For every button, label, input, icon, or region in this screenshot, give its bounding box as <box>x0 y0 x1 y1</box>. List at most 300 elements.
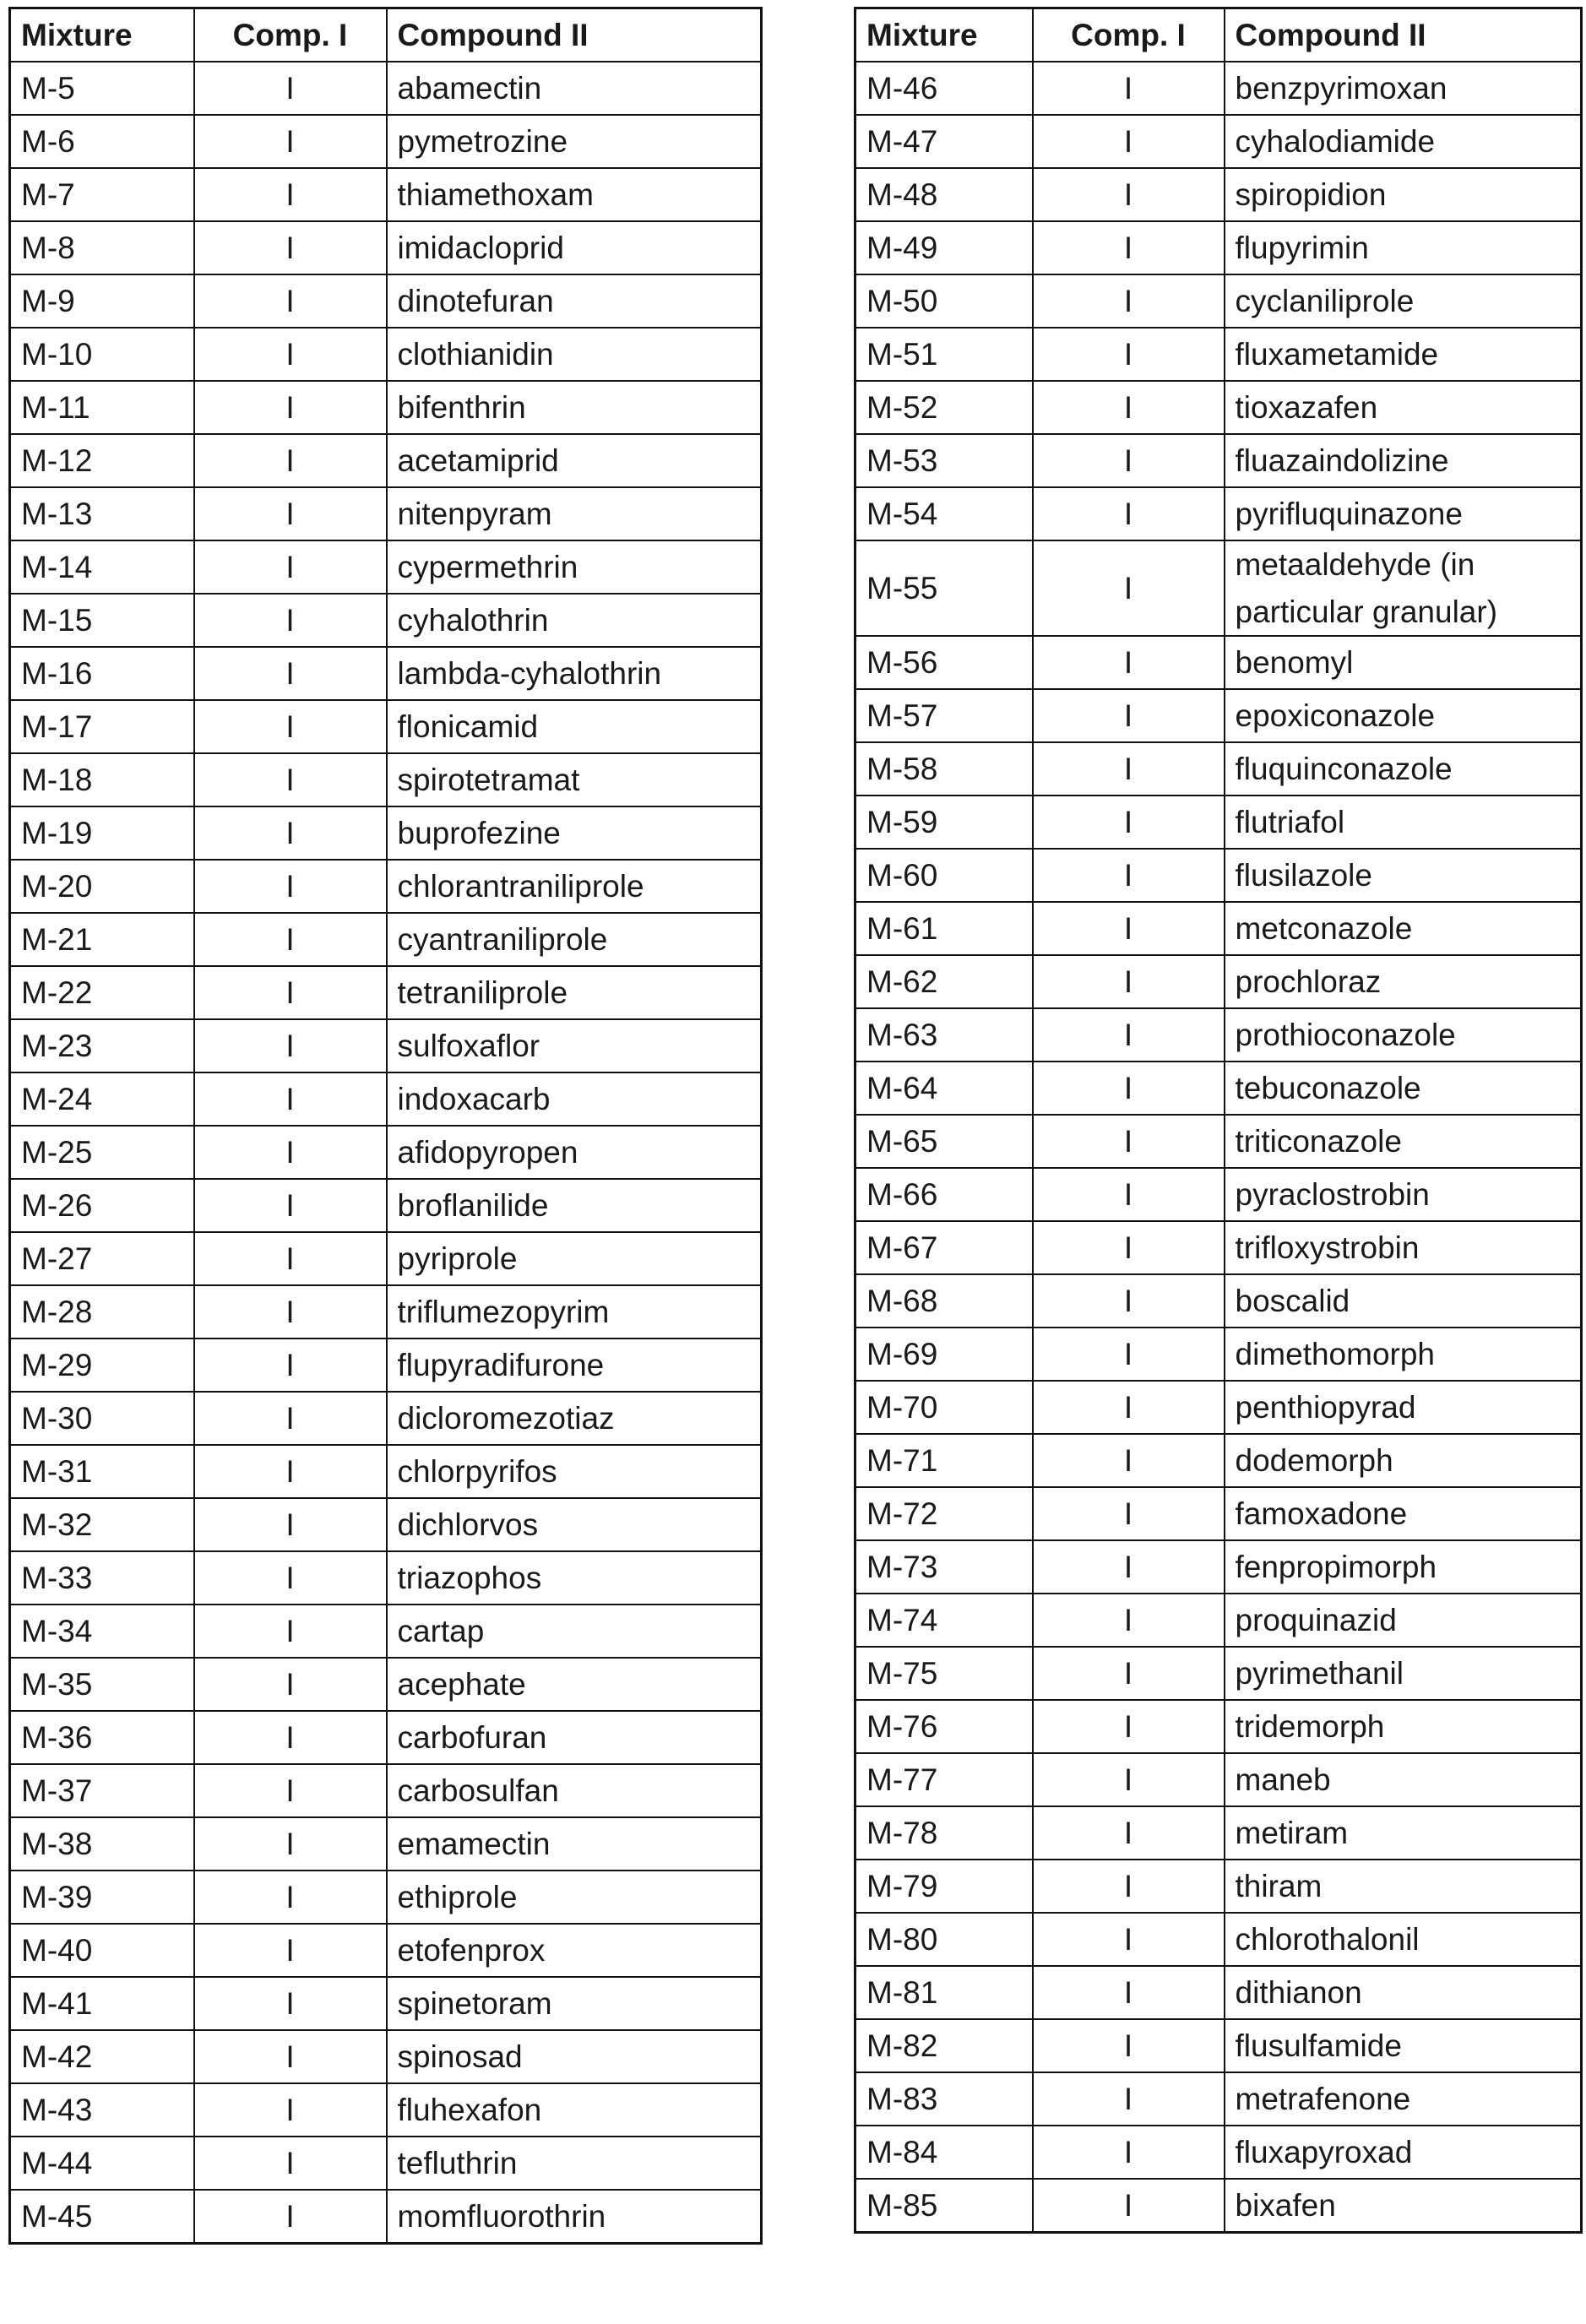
compound-ii-cell: proquinazid <box>1225 1594 1582 1647</box>
mixture-cell: M-53 <box>855 434 1033 487</box>
compound-ii-cell: triticonazole <box>1225 1115 1582 1168</box>
table-row <box>10 1764 762 1817</box>
mixture-cell: M-55 <box>855 540 1033 636</box>
mixture-cell: M-81 <box>855 1966 1033 2019</box>
header-row <box>855 8 1582 62</box>
compound-ii-cell: metrafenone <box>1225 2072 1582 2126</box>
comp-i-cell: I <box>1033 1008 1225 1062</box>
table-row <box>855 1806 1582 1860</box>
table-row <box>10 328 762 381</box>
comp-i-cell: I <box>1033 328 1225 381</box>
comp-i-cell: I <box>194 328 387 381</box>
compound-ii-cell: flupyradifurone <box>387 1338 762 1392</box>
comp-i-cell: I <box>194 115 387 168</box>
mixture-cell: M-51 <box>855 328 1033 381</box>
table-row <box>10 1445 762 1498</box>
table-row <box>10 594 762 647</box>
comp-i-cell: I <box>194 540 387 594</box>
mixture-cell: M-35 <box>10 1658 194 1711</box>
table-row <box>855 115 1582 168</box>
table-row <box>855 1381 1582 1434</box>
table-row <box>10 2190 762 2244</box>
compound-ii-cell: spirotetramat <box>387 753 762 806</box>
mixture-cell: M-41 <box>10 1977 194 2030</box>
compound-ii-cell: dithianon <box>1225 1966 1582 2019</box>
mixture-cell: M-26 <box>10 1179 194 1232</box>
compound-ii-cell: flusilazole <box>1225 849 1582 902</box>
table-row <box>855 1860 1582 1913</box>
mixture-cell: M-46 <box>855 62 1033 115</box>
compound-ii-cell: prothioconazole <box>1225 1008 1582 1062</box>
comp-i-cell: I <box>194 1871 387 1924</box>
comp-i-cell: I <box>1033 540 1225 636</box>
mixture-cell: M-52 <box>855 381 1033 434</box>
table-row <box>855 1328 1582 1381</box>
mixture-table-right <box>854 7 1583 2234</box>
table-row <box>855 1647 1582 1700</box>
mixture-cell: M-63 <box>855 1008 1033 1062</box>
comp-i-cell: I <box>194 1445 387 1498</box>
table-row <box>855 1221 1582 1274</box>
compound-ii-cell: thiram <box>1225 1860 1582 1913</box>
table-row <box>855 62 1582 115</box>
table-row <box>10 1498 762 1551</box>
mixture-cell: M-10 <box>10 328 194 381</box>
comp-i-cell: I <box>1033 1168 1225 1221</box>
table-row <box>855 328 1582 381</box>
compound-ii-cell: flonicamid <box>387 700 762 753</box>
table-row <box>10 753 762 806</box>
table-row <box>10 381 762 434</box>
comp-i-cell: I <box>194 700 387 753</box>
table-row <box>855 434 1582 487</box>
comp-i-cell: I <box>194 62 387 115</box>
compound-ii-cell: afidopyropen <box>387 1126 762 1179</box>
compound-ii-cell: fluxametamide <box>1225 328 1582 381</box>
comp-i-cell: I <box>1033 1487 1225 1540</box>
mixture-cell: M-30 <box>10 1392 194 1445</box>
compound-ii-cell: metconazole <box>1225 902 1582 955</box>
table-row <box>10 913 762 966</box>
comp-i-cell: I <box>194 434 387 487</box>
mixture-cell: M-44 <box>10 2137 194 2190</box>
table-row <box>855 1168 1582 1221</box>
compound-ii-cell: carbofuran <box>387 1711 762 1764</box>
mixture-cell: M-42 <box>10 2030 194 2083</box>
compound-ii-cell: dicloromezotiaz <box>387 1392 762 1445</box>
mixture-cell: M-29 <box>10 1338 194 1392</box>
header-mixture: Mixture <box>855 8 1033 62</box>
mixture-cell: M-31 <box>10 1445 194 1498</box>
comp-i-cell: I <box>1033 62 1225 115</box>
table-row <box>10 1977 762 2030</box>
compound-ii-cell: dinotefuran <box>387 274 762 328</box>
table-row <box>10 1817 762 1871</box>
mixture-cell: M-47 <box>855 115 1033 168</box>
comp-i-cell: I <box>1033 795 1225 849</box>
mixture-cell: M-59 <box>855 795 1033 849</box>
mixture-cell: M-33 <box>10 1551 194 1605</box>
compound-ii-cell: prochloraz <box>1225 955 1582 1008</box>
comp-i-cell: I <box>194 1658 387 1711</box>
comp-i-cell: I <box>194 2190 387 2244</box>
compound-ii-cell: spiropidion <box>1225 168 1582 221</box>
mixture-cell: M-78 <box>855 1806 1033 1860</box>
table-row <box>10 168 762 221</box>
header-comp-i: Comp. I <box>194 8 387 62</box>
table-row <box>10 1019 762 1072</box>
table-row <box>10 700 762 753</box>
mixture-cell: M-13 <box>10 487 194 540</box>
comp-i-cell: I <box>194 381 387 434</box>
comp-i-cell: I <box>1033 689 1225 742</box>
comp-i-cell: I <box>1033 168 1225 221</box>
mixture-cell: M-15 <box>10 594 194 647</box>
comp-i-cell: I <box>194 1924 387 1977</box>
compound-ii-cell: triflumezopyrim <box>387 1285 762 1338</box>
mixture-cell: M-75 <box>855 1647 1033 1700</box>
comp-i-cell: I <box>194 2030 387 2083</box>
mixture-cell: M-49 <box>855 221 1033 274</box>
comp-i-cell: I <box>1033 1700 1225 1753</box>
table-row <box>10 115 762 168</box>
mixture-cell: M-73 <box>855 1540 1033 1594</box>
comp-i-cell: I <box>1033 1860 1225 1913</box>
compound-ii-cell: fenpropimorph <box>1225 1540 1582 1594</box>
comp-i-cell: I <box>194 1711 387 1764</box>
compound-ii-cell: benomyl <box>1225 636 1582 689</box>
mixture-cell: M-6 <box>10 115 194 168</box>
mixture-cell: M-72 <box>855 1487 1033 1540</box>
table-row <box>10 540 762 594</box>
table-row <box>10 434 762 487</box>
table-row <box>855 2019 1582 2072</box>
comp-i-cell: I <box>194 1126 387 1179</box>
compound-ii-cell: dimethomorph <box>1225 1328 1582 1381</box>
table-row <box>855 1700 1582 1753</box>
mixture-cell: M-18 <box>10 753 194 806</box>
compound-ii-cell: dichlorvos <box>387 1498 762 1551</box>
mixture-cell: M-16 <box>10 647 194 700</box>
mixture-cell: M-61 <box>855 902 1033 955</box>
compound-ii-cell: pyriprole <box>387 1232 762 1285</box>
comp-i-cell: I <box>194 1605 387 1658</box>
table-row <box>855 381 1582 434</box>
compound-ii-cell: nitenpyram <box>387 487 762 540</box>
table-row <box>10 2030 762 2083</box>
compound-ii-cell: trifloxystrobin <box>1225 1221 1582 1274</box>
compound-ii-cell: broflanilide <box>387 1179 762 1232</box>
comp-i-cell: I <box>1033 1221 1225 1274</box>
comp-i-cell: I <box>1033 1913 1225 1966</box>
mixture-cell: M-28 <box>10 1285 194 1338</box>
mixture-cell: M-12 <box>10 434 194 487</box>
table-row <box>10 221 762 274</box>
mixture-cell: M-43 <box>10 2083 194 2137</box>
compound-ii-cell: triazophos <box>387 1551 762 1605</box>
comp-i-cell: I <box>194 487 387 540</box>
table-row <box>10 1179 762 1232</box>
mixture-cell: M-58 <box>855 742 1033 795</box>
compound-ii-cell: fluhexafon <box>387 2083 762 2137</box>
compound-ii-cell: cyhalodiamide <box>1225 115 1582 168</box>
table-row <box>10 1072 762 1126</box>
mixture-cell: M-5 <box>10 62 194 115</box>
comp-i-cell: I <box>194 966 387 1019</box>
table-row <box>10 62 762 115</box>
mixture-cell: M-85 <box>855 2179 1033 2233</box>
comp-i-cell: I <box>194 594 387 647</box>
comp-i-cell: I <box>194 1977 387 2030</box>
comp-i-cell: I <box>1033 1328 1225 1381</box>
table-row <box>10 1285 762 1338</box>
comp-i-cell: I <box>194 1285 387 1338</box>
mixture-cell: M-84 <box>855 2126 1033 2179</box>
comp-i-cell: I <box>1033 1062 1225 1115</box>
compound-ii-cell: indoxacarb <box>387 1072 762 1126</box>
compound-ii-cell: metaaldehyde (in particular granular) <box>1225 540 1582 636</box>
compound-ii-cell: momfluorothrin <box>387 2190 762 2244</box>
compound-ii-cell: spinosad <box>387 2030 762 2083</box>
compound-ii-cell: cartap <box>387 1605 762 1658</box>
mixture-cell: M-74 <box>855 1594 1033 1647</box>
mixture-cell: M-65 <box>855 1115 1033 1168</box>
comp-i-cell: I <box>1033 1540 1225 1594</box>
comp-i-cell: I <box>194 168 387 221</box>
comp-i-cell: I <box>1033 1806 1225 1860</box>
compound-ii-cell: chlorothalonil <box>1225 1913 1582 1966</box>
mixture-cell: M-32 <box>10 1498 194 1551</box>
table-row <box>10 860 762 913</box>
compound-ii-cell: cyantraniliprole <box>387 913 762 966</box>
compound-ii-cell: chlorpyrifos <box>387 1445 762 1498</box>
mixture-cell: M-39 <box>10 1871 194 1924</box>
table-row <box>855 955 1582 1008</box>
comp-i-cell: I <box>1033 115 1225 168</box>
mixture-cell: M-23 <box>10 1019 194 1072</box>
mixture-cell: M-11 <box>10 381 194 434</box>
table-row <box>855 168 1582 221</box>
comp-i-cell: I <box>194 913 387 966</box>
table-row <box>855 1274 1582 1328</box>
compound-ii-cell: fluxapyroxad <box>1225 2126 1582 2179</box>
compound-ii-cell: chlorantraniliprole <box>387 860 762 913</box>
table-body-left <box>10 62 762 2244</box>
compound-ii-cell: acetamiprid <box>387 434 762 487</box>
table-row <box>855 2072 1582 2126</box>
mixture-cell: M-45 <box>10 2190 194 2244</box>
compound-ii-cell: tebuconazole <box>1225 1062 1582 1115</box>
comp-i-cell: I <box>194 1817 387 1871</box>
compound-ii-cell: flupyrimin <box>1225 221 1582 274</box>
compound-ii-cell: tetraniliprole <box>387 966 762 1019</box>
compound-ii-cell: lambda-cyhalothrin <box>387 647 762 700</box>
compound-ii-cell: fluquinconazole <box>1225 742 1582 795</box>
compound-ii-cell: tioxazafen <box>1225 381 1582 434</box>
comp-i-cell: I <box>1033 1381 1225 1434</box>
comp-i-cell: I <box>194 1498 387 1551</box>
table-row <box>10 966 762 1019</box>
table-row <box>10 2083 762 2137</box>
compound-ii-cell: penthiopyrad <box>1225 1381 1582 1434</box>
table-row <box>855 540 1582 636</box>
comp-i-cell: I <box>1033 955 1225 1008</box>
table-row <box>855 1008 1582 1062</box>
mixture-cell: M-7 <box>10 168 194 221</box>
mixture-cell: M-57 <box>855 689 1033 742</box>
mixture-cell: M-66 <box>855 1168 1033 1221</box>
table-row <box>10 1392 762 1445</box>
table-row <box>855 487 1582 540</box>
table-row <box>855 274 1582 328</box>
comp-i-cell: I <box>194 2137 387 2190</box>
table-row <box>10 2137 762 2190</box>
comp-i-cell: I <box>194 1764 387 1817</box>
mixture-cell: M-40 <box>10 1924 194 1977</box>
table-row <box>855 1115 1582 1168</box>
header-compound-ii: Compound II <box>387 8 762 62</box>
comp-i-cell: I <box>1033 1115 1225 1168</box>
mixture-cell: M-69 <box>855 1328 1033 1381</box>
mixture-cell: M-9 <box>10 274 194 328</box>
comp-i-cell: I <box>194 1551 387 1605</box>
comp-i-cell: I <box>1033 487 1225 540</box>
mixture-cell: M-48 <box>855 168 1033 221</box>
mixture-cell: M-21 <box>10 913 194 966</box>
compound-ii-cell: carbosulfan <box>387 1764 762 1817</box>
comp-i-cell: I <box>194 1072 387 1126</box>
compound-ii-cell: abamectin <box>387 62 762 115</box>
compound-ii-cell: cypermethrin <box>387 540 762 594</box>
compound-ii-cell: ethiprole <box>387 1871 762 1924</box>
mixture-cell: M-76 <box>855 1700 1033 1753</box>
comp-i-cell: I <box>1033 2126 1225 2179</box>
table-row <box>855 221 1582 274</box>
table-row <box>855 1913 1582 1966</box>
mixture-cell: M-19 <box>10 806 194 860</box>
compound-ii-cell: cyhalothrin <box>387 594 762 647</box>
table-row <box>855 1434 1582 1487</box>
comp-i-cell: I <box>1033 1274 1225 1328</box>
table-row <box>10 1338 762 1392</box>
compound-ii-cell: dodemorph <box>1225 1434 1582 1487</box>
comp-i-cell: I <box>194 1338 387 1392</box>
mixture-cell: M-60 <box>855 849 1033 902</box>
mixture-cell: M-77 <box>855 1753 1033 1806</box>
header-mixture: Mixture <box>10 8 194 62</box>
comp-i-cell: I <box>1033 2072 1225 2126</box>
table-row <box>10 1871 762 1924</box>
compound-ii-cell: epoxiconazole <box>1225 689 1582 742</box>
table-row <box>10 1711 762 1764</box>
table-row <box>855 742 1582 795</box>
table-row <box>855 849 1582 902</box>
table-row <box>855 2126 1582 2179</box>
compound-ii-cell: buprofezine <box>387 806 762 860</box>
comp-i-cell: I <box>1033 2179 1225 2233</box>
mixture-cell: M-36 <box>10 1711 194 1764</box>
compound-ii-cell: tefluthrin <box>387 2137 762 2190</box>
table-row <box>10 647 762 700</box>
table-row <box>855 1540 1582 1594</box>
table-row <box>855 1594 1582 1647</box>
compound-ii-cell: acephate <box>387 1658 762 1711</box>
comp-i-cell: I <box>1033 636 1225 689</box>
table-row <box>10 487 762 540</box>
comp-i-cell: I <box>1033 742 1225 795</box>
mixture-cell: M-83 <box>855 2072 1033 2126</box>
mixture-cell: M-67 <box>855 1221 1033 1274</box>
mixture-cell: M-22 <box>10 966 194 1019</box>
compound-ii-cell: sulfoxaflor <box>387 1019 762 1072</box>
table-row <box>10 1232 762 1285</box>
table-row <box>855 1753 1582 1806</box>
table-row <box>10 1658 762 1711</box>
comp-i-cell: I <box>1033 1753 1225 1806</box>
comp-i-cell: I <box>1033 1594 1225 1647</box>
table-row <box>10 1126 762 1179</box>
mixture-cell: M-64 <box>855 1062 1033 1115</box>
mixture-cell: M-50 <box>855 274 1033 328</box>
mixture-cell: M-14 <box>10 540 194 594</box>
compound-ii-cell: flutriafol <box>1225 795 1582 849</box>
comp-i-cell: I <box>194 274 387 328</box>
mixture-cell: M-24 <box>10 1072 194 1126</box>
comp-i-cell: I <box>1033 274 1225 328</box>
mixture-cell: M-37 <box>10 1764 194 1817</box>
compound-ii-cell: clothianidin <box>387 328 762 381</box>
compound-ii-cell: boscalid <box>1225 1274 1582 1328</box>
table-body-right <box>855 62 1582 2233</box>
table-row <box>10 1551 762 1605</box>
table-row <box>10 1605 762 1658</box>
mixture-cell: M-27 <box>10 1232 194 1285</box>
mixture-cell: M-54 <box>855 487 1033 540</box>
compound-ii-cell: bifenthrin <box>387 381 762 434</box>
compound-ii-cell: benzpyrimoxan <box>1225 62 1582 115</box>
mixture-cell: M-79 <box>855 1860 1033 1913</box>
comp-i-cell: I <box>1033 2019 1225 2072</box>
header-row <box>10 8 762 62</box>
table-row <box>855 1487 1582 1540</box>
mixture-cell: M-17 <box>10 700 194 753</box>
comp-i-cell: I <box>194 1392 387 1445</box>
compound-ii-cell: pyrimethanil <box>1225 1647 1582 1700</box>
comp-i-cell: I <box>194 806 387 860</box>
mixture-cell: M-25 <box>10 1126 194 1179</box>
compound-ii-cell: fluazaindolizine <box>1225 434 1582 487</box>
table-row <box>855 902 1582 955</box>
table-row <box>10 1924 762 1977</box>
mixture-cell: M-38 <box>10 1817 194 1871</box>
mixture-cell: M-70 <box>855 1381 1033 1434</box>
comp-i-cell: I <box>1033 902 1225 955</box>
compound-ii-cell: emamectin <box>387 1817 762 1871</box>
comp-i-cell: I <box>1033 221 1225 274</box>
mixture-cell: M-56 <box>855 636 1033 689</box>
mixture-cell: M-62 <box>855 955 1033 1008</box>
compound-ii-cell: spinetoram <box>387 1977 762 2030</box>
mixture-cell: M-71 <box>855 1434 1033 1487</box>
comp-i-cell: I <box>194 753 387 806</box>
compound-ii-cell: etofenprox <box>387 1924 762 1977</box>
comp-i-cell: I <box>1033 1966 1225 2019</box>
mixture-cell: M-80 <box>855 1913 1033 1966</box>
compound-ii-cell: tridemorph <box>1225 1700 1582 1753</box>
comp-i-cell: I <box>194 860 387 913</box>
comp-i-cell: I <box>194 2083 387 2137</box>
comp-i-cell: I <box>194 221 387 274</box>
